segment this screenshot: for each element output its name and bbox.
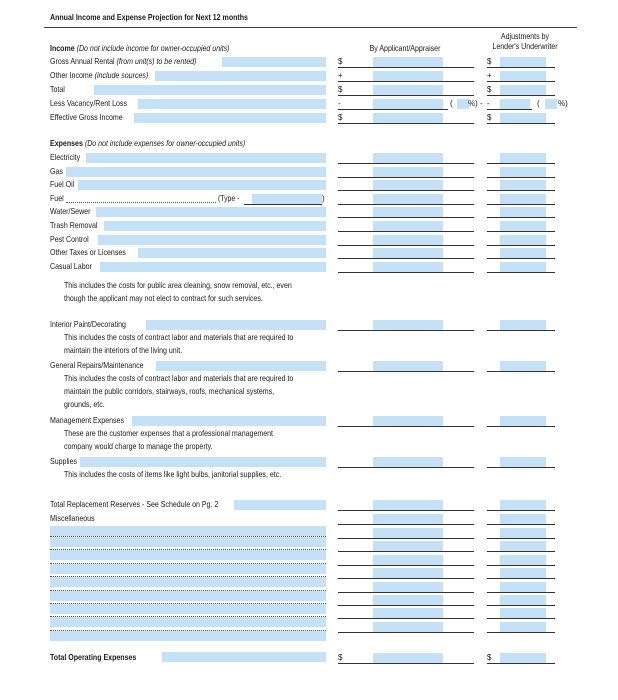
- applicant-amount-field-basic-7[interactable]: [373, 248, 443, 258]
- income-heading-line: [50, 44, 230, 54]
- lender-amount-field-total[interactable]: [500, 653, 546, 663]
- expense-label-4: Water/Sewer: [50, 207, 91, 217]
- income-row-label: Less Vacancy/Rent Loss: [50, 99, 127, 108]
- lender-amount-underline-basic-0: [487, 163, 555, 164]
- misc-input-7[interactable]: [50, 617, 326, 627]
- lender-symbol-2: $: [487, 85, 492, 94]
- lender-amount-field-basic-4[interactable]: [500, 207, 546, 217]
- expense-label-1: Gas: [50, 166, 63, 176]
- misc-input-8[interactable]: [50, 631, 326, 641]
- income-row-0: [50, 57, 196, 67]
- misc-input-0[interactable]: [50, 526, 326, 536]
- applicant-amount-field-misc-row-0[interactable]: [373, 528, 443, 538]
- applicant-symbol-2: $: [338, 85, 343, 94]
- expense-input-2[interactable]: [78, 180, 326, 190]
- lender-amount-field-income-3[interactable]: [500, 99, 530, 109]
- applicant-amount-field-income-1[interactable]: [373, 71, 443, 81]
- lender-amount-field-reserves[interactable]: [500, 500, 546, 510]
- lender-amount-field-basic-3[interactable]: [500, 194, 546, 204]
- expense-label-2: Fuel Oil: [50, 180, 75, 190]
- applicant-amount-field-income-3[interactable]: [373, 99, 443, 109]
- expense-label-6: Pest Control: [50, 234, 89, 244]
- applicant-amount-underline-misc-row-7: [338, 632, 474, 633]
- column-header-lender-line1: Adjustments by: [500, 32, 550, 41]
- misc-input-2[interactable]: [50, 550, 326, 560]
- repairs-label: General Repairs/Maintenance: [50, 361, 144, 370]
- form-title: Annual Income and Expense Projection for Next 12 months: [50, 13, 248, 22]
- lender-amount-underline-repairs: [487, 371, 555, 372]
- applicant-amount-field-reserves[interactable]: [373, 500, 443, 510]
- applicant-pct-dash: -: [480, 99, 483, 108]
- applicant-amount-underline-income-0: [338, 67, 474, 68]
- lender-amount-field-supplies[interactable]: [500, 457, 546, 467]
- income-input-0[interactable]: [222, 57, 326, 67]
- lender-amount-field-management[interactable]: [500, 416, 546, 426]
- applicant-amount-underline-basic-2: [338, 190, 474, 191]
- casual-labor-description-0: This includes the costs for public area cleaning, snow removal, etc., even: [64, 281, 292, 290]
- repairs-input[interactable]: [156, 361, 326, 371]
- lender-amount-field-basic-5[interactable]: [500, 221, 546, 231]
- applicant-amount-underline-misc-row-4: [338, 592, 474, 593]
- income-row-2: [50, 85, 65, 95]
- applicant-amount-underline-income-1: [338, 81, 474, 82]
- repairs-description-1: maintain the public corridors, stairways, roofs, mechanical systems,: [64, 387, 275, 396]
- applicant-amount-field-income-0[interactable]: [373, 57, 443, 67]
- applicant-symbol-4: $: [338, 113, 343, 122]
- lender-amount-field-basic-2[interactable]: [500, 180, 546, 190]
- misc-input-6[interactable]: [50, 604, 326, 614]
- income-row-label: Total: [50, 85, 65, 94]
- expense-input-6[interactable]: [98, 235, 326, 245]
- applicant-amount-underline-basic-7: [338, 258, 474, 259]
- applicant-amount-underline-misc-row-2: [338, 565, 474, 566]
- misc-input-1[interactable]: [50, 537, 326, 547]
- lender-amount-underline-supplies: [487, 467, 555, 468]
- applicant-amount-underline-basic-3: [338, 204, 474, 205]
- lender-amount-field-income-0[interactable]: [500, 57, 546, 67]
- reserves-label: Total Replacement Reserves - See Schedule on Pg. 2: [50, 500, 219, 509]
- management-label: Management Expenses: [50, 416, 124, 425]
- lender-amount-underline-income-0: [487, 67, 555, 68]
- supplies-input[interactable]: [80, 457, 326, 467]
- expenses-heading-line: [50, 139, 245, 149]
- lender-amount-underline-basic-7: [487, 258, 555, 259]
- lender-amount-field-misc-row-1[interactable]: [500, 541, 546, 551]
- fuel-type-underline: [244, 204, 322, 205]
- management-description-1: company would charge to manage the property.: [64, 442, 213, 451]
- fuel-type-open: (Type -: [218, 193, 240, 203]
- applicant-pct-close: %): [468, 99, 478, 108]
- applicant-amount-underline-supplies: [338, 467, 474, 468]
- lender-amount-field-basic-7[interactable]: [500, 248, 546, 258]
- supplies-label: Supplies: [50, 457, 78, 466]
- expenses-heading: Expenses: [50, 139, 83, 148]
- expense-input-0[interactable]: [86, 153, 326, 163]
- applicant-amount-field-management[interactable]: [373, 416, 443, 426]
- lender-amount-field-misc-row-4[interactable]: [500, 582, 546, 592]
- lender-amount-underline-basic-6: [487, 245, 555, 246]
- misc-input-4[interactable]: [50, 577, 326, 587]
- expense-label-5: Trash Removal: [50, 221, 98, 230]
- interior-description-1: maintain the interiors of the living unit.: [64, 346, 183, 355]
- misc-input-3[interactable]: [50, 564, 326, 574]
- lender-amount-field-misc-row-2[interactable]: [500, 555, 546, 565]
- applicant-amount-underline-basic-0: [338, 163, 474, 164]
- income-row-note: (from unit(s) to be rented): [116, 57, 197, 66]
- applicant-amount-underline-basic-5: [338, 231, 474, 232]
- applicant-symbol-3: -: [338, 99, 341, 108]
- lender-amount-underline-income-1: [487, 81, 555, 82]
- applicant-amount-underline-income-3: [338, 109, 448, 110]
- lender-amount-underline-basic-5: [487, 231, 555, 232]
- misc-input-5[interactable]: [50, 591, 326, 601]
- income-heading: Income: [50, 44, 75, 53]
- applicant-symbol-1: +: [338, 71, 343, 80]
- lender-amount-underline-misc-row-6: [487, 618, 555, 619]
- income-row-label: Gross Annual Rental: [50, 57, 115, 66]
- lender-amount-field-basic-0[interactable]: [500, 153, 546, 163]
- applicant-amount-underline-misc-row-1: [338, 551, 474, 552]
- lender-amount-field-misc[interactable]: [500, 514, 546, 524]
- column-header-applicant: By Applicant/Appraiser: [369, 44, 441, 53]
- income-row-1: [50, 71, 148, 81]
- income-input-3[interactable]: [138, 99, 326, 109]
- expense-input-1[interactable]: [66, 167, 326, 177]
- expense-input-4[interactable]: [96, 207, 326, 217]
- applicant-amount-underline-income-4: [338, 123, 474, 124]
- management-input[interactable]: [132, 416, 326, 426]
- applicant-amount-field-misc-row-4[interactable]: [373, 582, 443, 592]
- lender-pct-close: %): [558, 99, 568, 108]
- income-row-3: [50, 99, 127, 109]
- applicant-amount-underline-basic-1: [338, 177, 474, 178]
- applicant-amount-field-misc-row-7[interactable]: [373, 622, 443, 632]
- total-applicant-symbol: $: [338, 653, 343, 662]
- lender-symbol-4: $: [487, 113, 492, 122]
- lender-amount-underline-misc-row-0: [487, 538, 555, 539]
- expense-input-7[interactable]: [138, 248, 326, 258]
- applicant-amount-field-basic-6[interactable]: [373, 235, 443, 245]
- total-label: Total Operating Expenses: [50, 653, 137, 662]
- lender-amount-underline-income-2: [487, 95, 555, 96]
- lender-amount-underline-basic-2: [487, 190, 555, 191]
- applicant-amount-underline-basic-4: [338, 217, 474, 218]
- management-description-0: These are the customer expenses that a professional management: [64, 429, 274, 438]
- lender-amount-field-basic-1[interactable]: [500, 167, 546, 177]
- lender-amount-underline-misc-row-5: [487, 605, 555, 606]
- applicant-amount-field-interior[interactable]: [373, 320, 443, 330]
- lender-amount-underline-reserves: [487, 510, 555, 511]
- expense-label-0: Electricity: [50, 153, 81, 162]
- lender-pct-field[interactable]: [545, 99, 557, 109]
- lender-amount-underline-income-3: [487, 109, 532, 110]
- applicant-amount-field-misc-row-5[interactable]: [373, 595, 443, 605]
- income-row-4: [50, 113, 123, 123]
- applicant-symbol-0: $: [338, 57, 343, 66]
- applicant-amount-field-supplies[interactable]: [373, 457, 443, 467]
- income-input-1[interactable]: [155, 71, 326, 81]
- total-lender-symbol: $: [487, 653, 492, 662]
- income-input-2[interactable]: [94, 85, 326, 95]
- lender-amount-field-interior[interactable]: [500, 320, 546, 330]
- repairs-description-0: This includes the costs of contract labor and materials that are required to: [64, 374, 294, 383]
- income-row-label: Effective Gross Income: [50, 113, 123, 122]
- applicant-amount-field-misc-row-6[interactable]: [373, 608, 443, 618]
- fuel-type-close: ): [322, 193, 325, 203]
- lender-amount-underline-basic-8: [487, 272, 555, 273]
- expense-input-5[interactable]: [104, 221, 326, 231]
- expenses-heading-note: (Do not include expenses for owner-occupied units): [84, 139, 246, 148]
- title-rule: [44, 27, 577, 28]
- lender-amount-field-misc-row-3[interactable]: [500, 568, 546, 578]
- lender-amount-underline-income-4: [487, 123, 555, 124]
- lender-amount-field-misc-row-0[interactable]: [500, 528, 546, 538]
- lender-amount-underline-total: [487, 663, 555, 664]
- applicant-amount-field-income-4[interactable]: [373, 113, 443, 123]
- applicant-amount-field-misc-row-3[interactable]: [373, 568, 443, 578]
- applicant-amount-underline-income-2: [338, 95, 474, 96]
- reserves-input[interactable]: [234, 500, 326, 510]
- lender-amount-underline-interior: [487, 330, 555, 331]
- applicant-amount-field-basic-8[interactable]: [373, 262, 443, 272]
- expense-label-8: Casual Labor: [50, 261, 92, 271]
- income-heading-note: (Do not include income for owner-occupied units): [76, 44, 230, 53]
- interior-label: Interior Paint/Decorating: [50, 320, 126, 329]
- lender-amount-underline-basic-1: [487, 177, 555, 178]
- column-header-lender-line2: Lender's Underwriter: [492, 42, 558, 51]
- applicant-amount-underline-misc-row-3: [338, 578, 474, 579]
- applicant-amount-field-basic-1[interactable]: [373, 167, 443, 177]
- lender-symbol-0: $: [487, 57, 492, 66]
- applicant-amount-field-basic-4[interactable]: [373, 207, 443, 217]
- lender-amount-underline-misc-row-3: [487, 578, 555, 579]
- applicant-amount-field-income-2[interactable]: [373, 85, 443, 95]
- applicant-amount-field-basic-2[interactable]: [373, 180, 443, 190]
- lender-amount-underline-basic-3: [487, 204, 555, 205]
- applicant-amount-underline-total: [338, 663, 474, 664]
- income-row-label: Other Income: [50, 71, 93, 80]
- lender-amount-field-income-4[interactable]: [500, 113, 546, 123]
- applicant-amount-underline-basic-8: [338, 272, 474, 273]
- fuel-type-input[interactable]: [252, 194, 322, 204]
- applicant-amount-field-total[interactable]: [373, 653, 443, 663]
- applicant-amount-field-misc[interactable]: [373, 514, 443, 524]
- fuel-leader-dots: [66, 202, 216, 203]
- applicant-amount-underline-interior: [338, 330, 474, 331]
- lender-amount-underline-misc-row-1: [487, 551, 555, 552]
- lender-amount-underline-basic-4: [487, 217, 555, 218]
- lender-amount-field-misc-row-6[interactable]: [500, 608, 546, 618]
- lender-amount-underline-management: [487, 426, 555, 427]
- applicant-amount-underline-misc-row-5: [338, 605, 474, 606]
- lender-symbol-1: +: [487, 71, 492, 80]
- supplies-description-0: This includes the costs of items like light bulbs, janitorial supplies, etc.: [64, 470, 282, 479]
- applicant-amount-field-misc-row-2[interactable]: [373, 555, 443, 565]
- expense-input-8[interactable]: [100, 262, 326, 272]
- expense-label-7: Other Taxes or Licenses: [50, 248, 126, 258]
- lender-amount-field-misc-row-5[interactable]: [500, 595, 546, 605]
- lender-amount-underline-misc-row-2: [487, 565, 555, 566]
- lender-amount-field-misc-row-7[interactable]: [500, 622, 546, 632]
- applicant-amount-underline-management: [338, 426, 474, 427]
- total-input[interactable]: [162, 652, 326, 662]
- repairs-description-2: grounds, etc.: [64, 400, 105, 409]
- applicant-amount-underline-misc-row-0: [338, 538, 474, 539]
- casual-labor-description-1: though the applicant may not elect to contract for such services.: [64, 294, 263, 303]
- applicant-amount-field-repairs[interactable]: [373, 361, 443, 371]
- interior-description-0: This includes the costs of contract labor and materials that are required to: [64, 333, 294, 342]
- applicant-amount-underline-basic-6: [338, 245, 474, 246]
- applicant-amount-field-basic-0[interactable]: [373, 153, 443, 163]
- income-row-note: (include sources): [94, 71, 149, 80]
- lender-amount-field-income-2[interactable]: [500, 85, 546, 95]
- applicant-amount-underline-misc-row-6: [338, 618, 474, 619]
- applicant-pct-open: (: [450, 99, 453, 108]
- lender-amount-underline-misc: [487, 524, 555, 525]
- expense-label-3: Fuel: [50, 193, 64, 203]
- lender-amount-underline-misc-row-4: [487, 592, 555, 593]
- applicant-amount-field-basic-3[interactable]: [373, 194, 443, 204]
- lender-amount-underline-misc-row-7: [487, 632, 555, 633]
- lender-amount-field-repairs[interactable]: [500, 361, 546, 371]
- lender-amount-field-income-1[interactable]: [500, 71, 546, 81]
- lender-symbol-3: -: [487, 99, 490, 108]
- applicant-amount-underline-misc: [338, 524, 474, 525]
- lender-amount-field-basic-6[interactable]: [500, 235, 546, 245]
- lender-amount-field-basic-8[interactable]: [500, 262, 546, 272]
- applicant-amount-underline-repairs: [338, 371, 474, 372]
- misc-label: Miscellaneous: [50, 514, 95, 523]
- applicant-amount-field-misc-row-1[interactable]: [373, 541, 443, 551]
- applicant-amount-underline-reserves: [338, 510, 474, 511]
- lender-pct-open: (: [537, 99, 540, 108]
- applicant-amount-field-basic-5[interactable]: [373, 221, 443, 231]
- income-input-4[interactable]: [134, 113, 326, 123]
- interior-input[interactable]: [146, 320, 326, 330]
